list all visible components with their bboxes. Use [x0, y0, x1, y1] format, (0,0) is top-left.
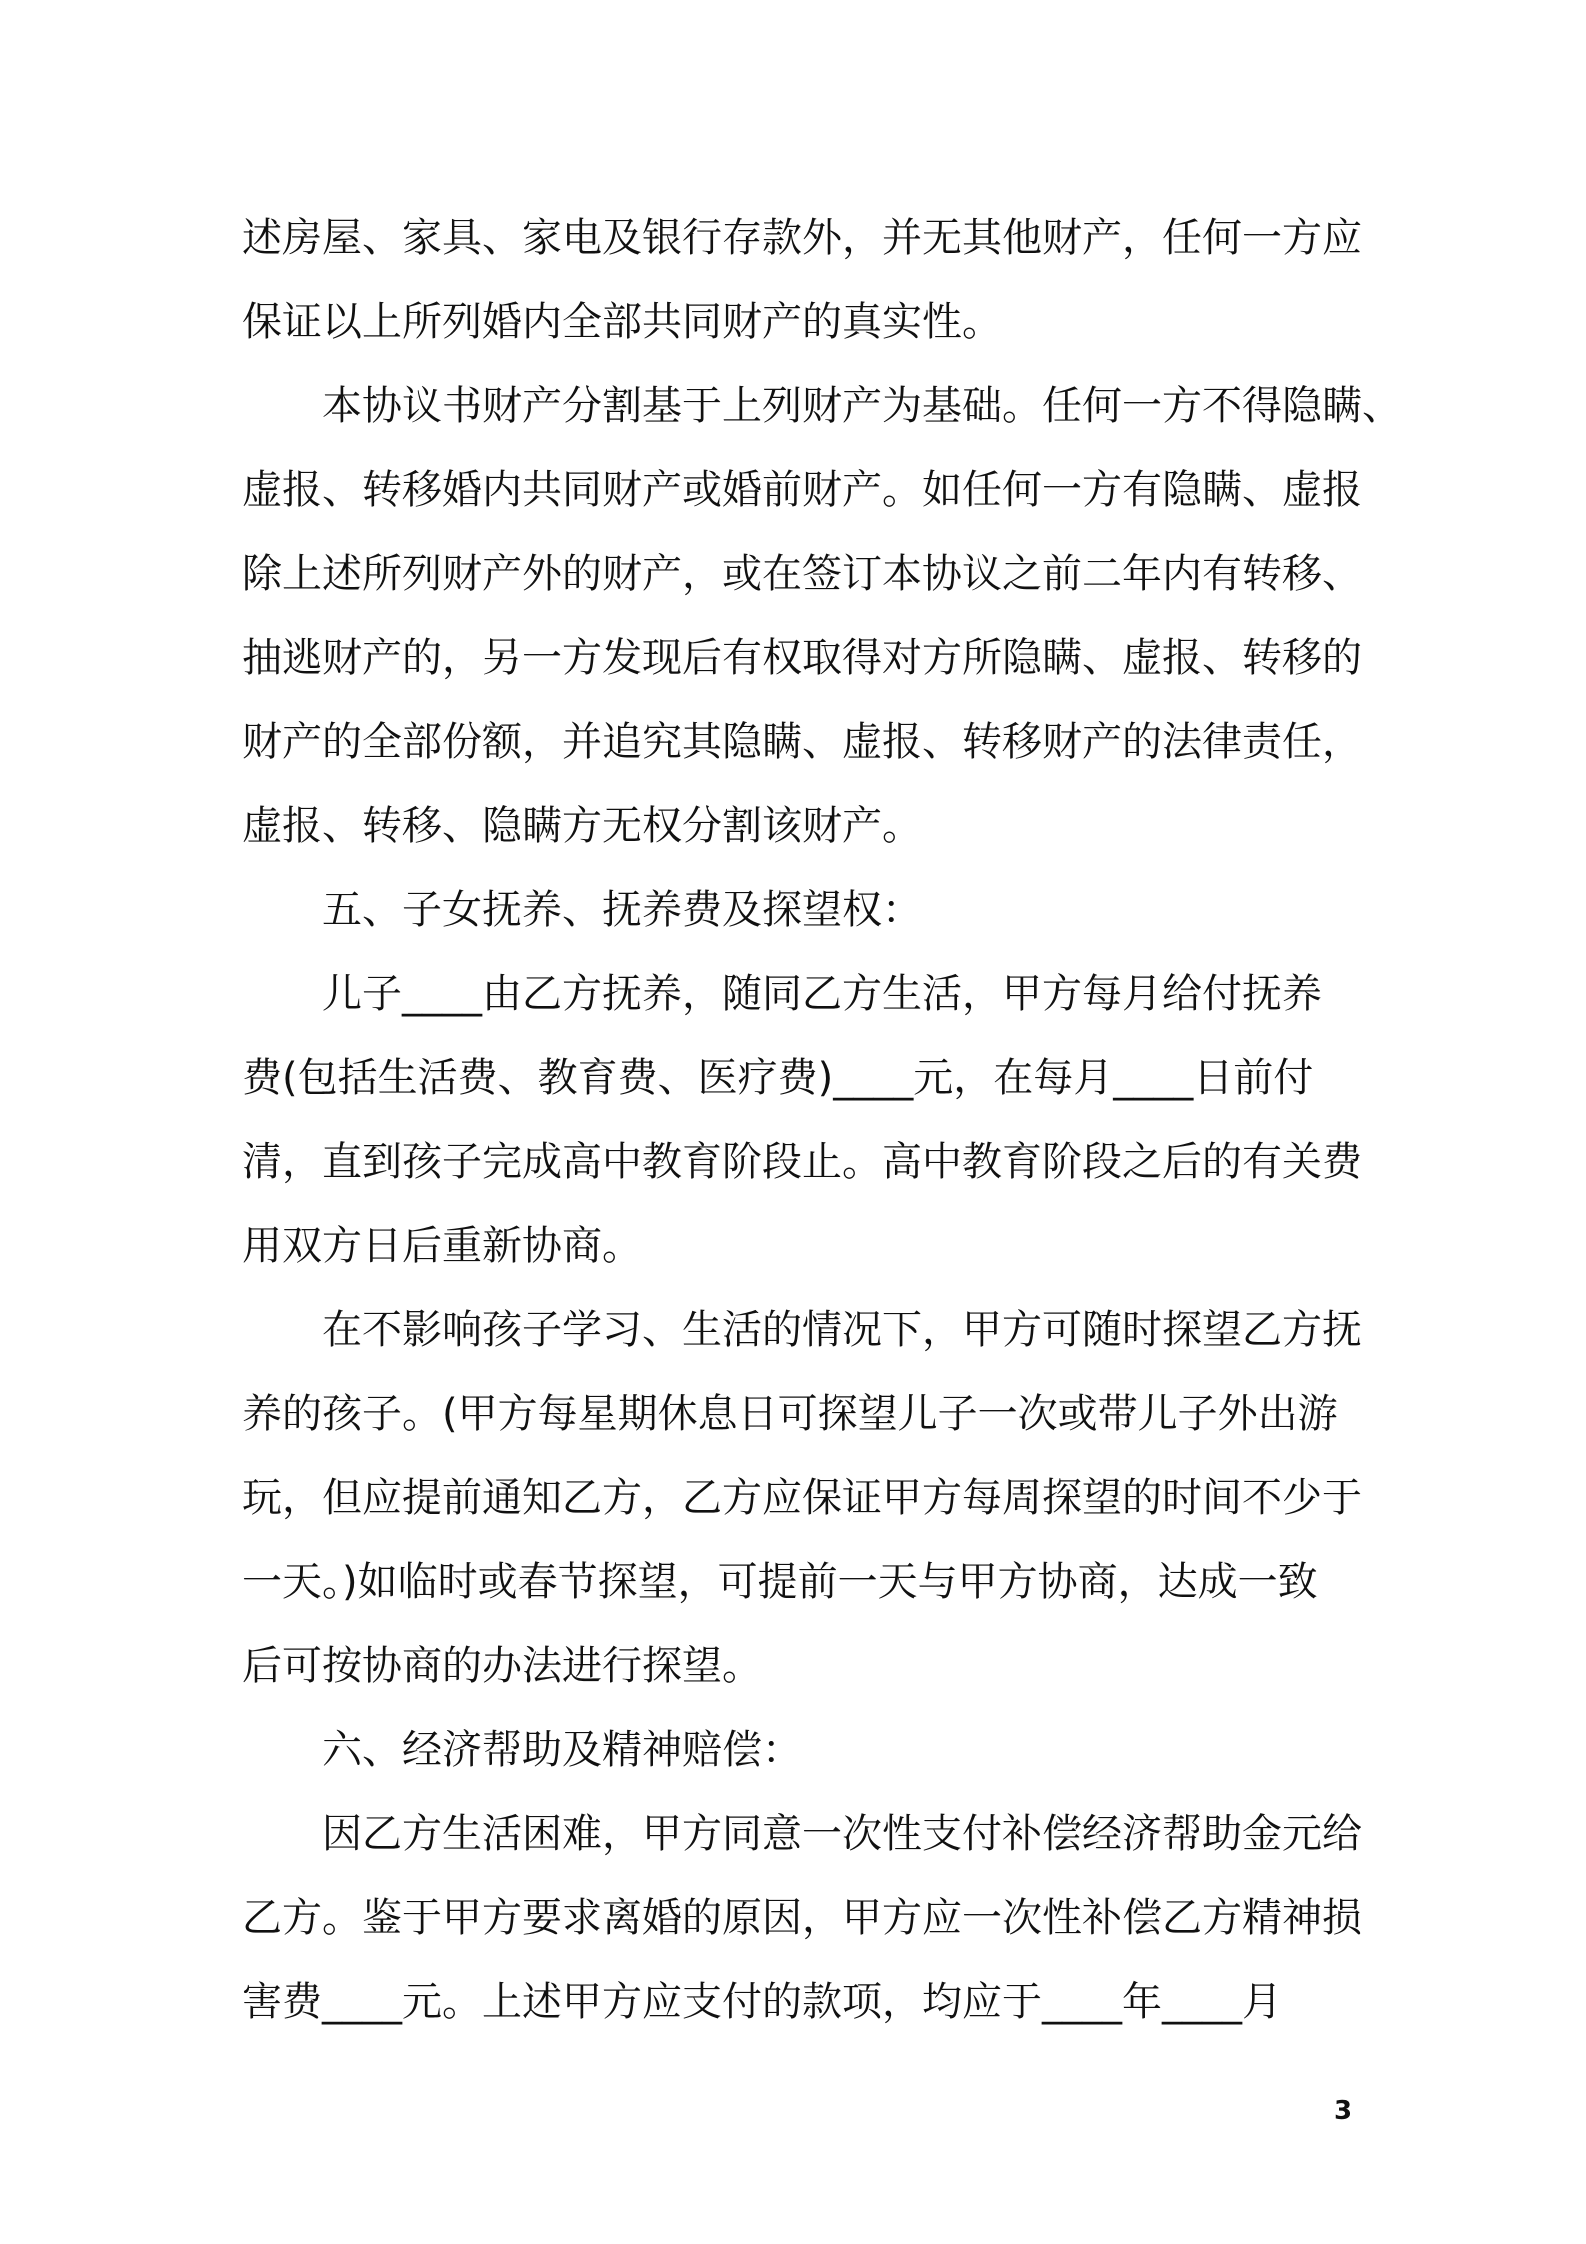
text-line: 后可按协商的办法进行探望。: [242, 1643, 762, 1689]
text-line: 费(包括生活费、教育费、医疗费)____元，在每月____日前付: [242, 1055, 1314, 1101]
text-line: 用双方日后重新协商。: [242, 1223, 642, 1269]
paragraph-start-line: 儿子____由乙方抚养，随同乙方生活，甲方每月给付抚养: [322, 971, 1322, 1017]
text-line: 财产的全部份额，并追究其隐瞒、虚报、转移财产的法律责任，: [242, 719, 1362, 765]
section-heading: 六、经济帮助及精神赔偿：: [322, 1727, 802, 1773]
text-line: 虚报、转移、隐瞒方无权分割该财产。: [242, 803, 922, 849]
text-line: 保证以上所列婚内全部共同财产的真实性。: [242, 299, 1002, 345]
text-line: 养的孩子。(甲方每星期休息日可探望儿子一次或带儿子外出游: [242, 1391, 1338, 1437]
text-line: 乙方。鉴于甲方要求离婚的原因，甲方应一次性补偿乙方精神损: [242, 1895, 1362, 1941]
paragraph-start-line: 在不影响孩子学习、生活的情况下，甲方可随时探望乙方抚: [322, 1307, 1362, 1353]
text-line: 玩，但应提前通知乙方，乙方应保证甲方每周探望的时间不少于: [242, 1475, 1362, 1521]
text-line: 清，直到孩子完成高中教育阶段止。高中教育阶段之后的有关费: [242, 1139, 1362, 1185]
text-line: 虚报、转移婚内共同财产或婚前财产。如任何一方有隐瞒、虚报: [242, 467, 1362, 513]
section-heading: 五、子女抚养、抚养费及探望权：: [322, 887, 922, 933]
text-line: 除上述所列财产外的财产，或在签订本协议之前二年内有转移、: [242, 551, 1362, 597]
page-number: 3: [1334, 2096, 1353, 2126]
text-line: 述房屋、家具、家电及银行存款外，并无其他财产，任何一方应: [242, 215, 1362, 261]
text-line: 一天。)如临时或春节探望，可提前一天与甲方协商，达成一致: [242, 1559, 1318, 1605]
paragraph-start-line: 本协议书财产分割基于上列财产为基础。任何一方不得隐瞒、: [322, 383, 1402, 429]
paragraph-start-line: 因乙方生活困难，甲方同意一次性支付补偿经济帮助金元给: [322, 1811, 1362, 1857]
text-line: 抽逃财产的，另一方发现后有权取得对方所隐瞒、虚报、转移的: [242, 635, 1362, 681]
text-line: 害费____元。上述甲方应支付的款项，均应于____年____月: [242, 1979, 1282, 2025]
document-body: [242, 196, 1402, 2044]
